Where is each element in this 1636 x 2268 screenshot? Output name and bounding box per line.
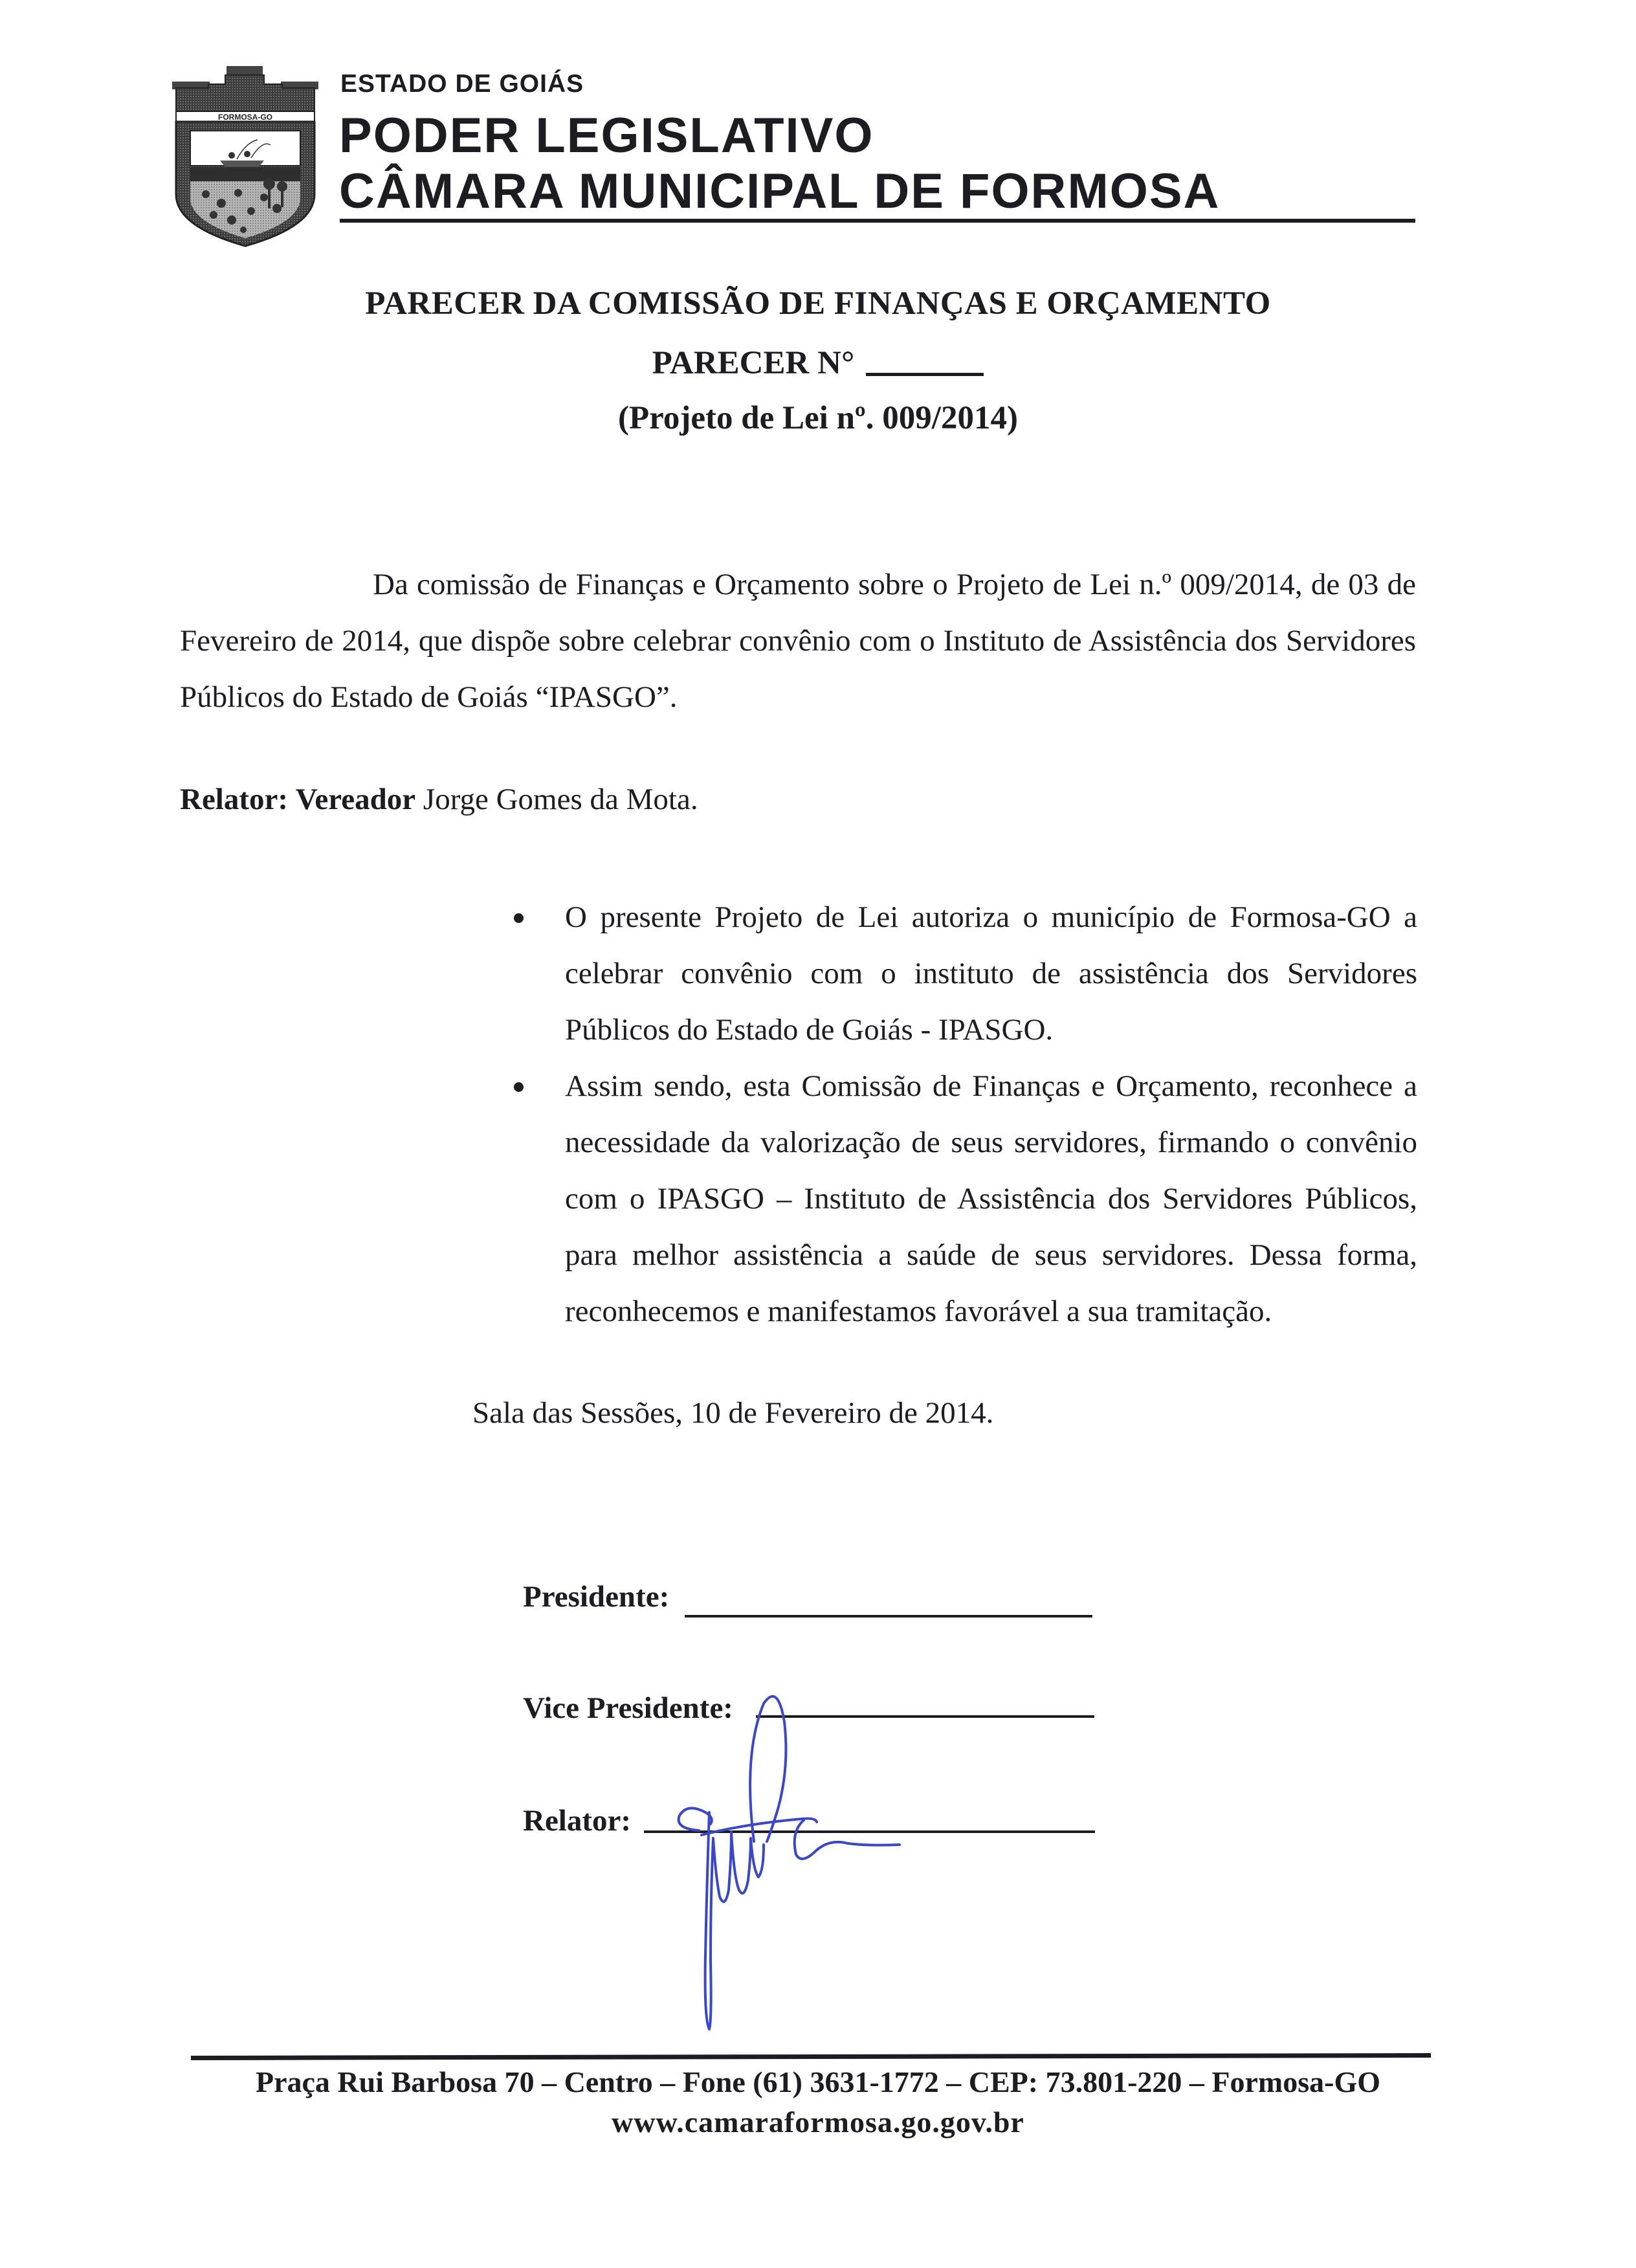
relator-line [180, 782, 698, 817]
bullet-list [511, 889, 1417, 1340]
bullet-icon [514, 913, 524, 923]
footer-divider [191, 2053, 1431, 2060]
vice-presidente-label: Vice Presidente: [523, 1691, 733, 1725]
list-item-text: O presente Projeto de Lei autoriza o município de Formosa-GO a celebrar convênio com o instituto de assistência dos Servidores Públicos do Estado de Goiás - IPASGO. [565, 900, 1417, 1047]
header-divider [340, 219, 1415, 223]
document-title: PARECER DA COMISSÃO DE FINANÇAS E ORÇAMENTO [365, 285, 1271, 322]
coat-of-arms-logo [167, 65, 322, 247]
list-item-text: Assim sendo, esta Comissão de Finanças e Orçamento, reconhece a necessidade da valorização de seus servidores, firmando o convênio com o IPASGO – Instituto de Assistência dos Servidores Públicos, para melhor assistência a saúde de seus servidores. Dessa forma, reconhecemos e manifestamos favorável a sua tramitação. [565, 1069, 1417, 1328]
crest-label: FORMOSA-GO [218, 113, 272, 122]
footer-website-link[interactable]: www.camaraformosa.go.gov.br [612, 2106, 1024, 2139]
parecer-number-blank [866, 373, 984, 376]
projeto-reference: (Projeto de Lei nº. 009/2014) [618, 400, 1018, 436]
session-date: Sala das Sessões, 10 de Fevereiro de 2014. [472, 1396, 994, 1430]
bullet-icon [514, 1082, 524, 1092]
presidente-signature-line [685, 1615, 1092, 1618]
footer-address: Praça Rui Barbosa 70 – Centro – Fone (61) 3631-1772 – CEP: 73.801-220 – Formosa-GO [255, 2065, 1381, 2098]
list-item [511, 1058, 1417, 1340]
relator-signature-label: Relator: [523, 1804, 632, 1838]
header-state: ESTADO DE GOIÁS [340, 70, 584, 98]
parecer-number-label: PARECER N° [652, 345, 855, 381]
relator-label: Relator: [180, 783, 289, 816]
header-chamber: CÂMARA MUNICIPAL DE FORMOSA [339, 164, 1221, 219]
presidente-label: Presidente: [523, 1580, 670, 1614]
parecer-number [0, 344, 1636, 382]
list-item [511, 889, 1417, 1058]
header-branch: PODER LEGISLATIVO [339, 108, 874, 163]
relator-name: Jorge Gomes da Mota. [423, 783, 698, 816]
relator-title: Vereador [295, 783, 416, 816]
handwritten-signature [634, 1683, 919, 2032]
intro-paragraph: Da comissão de Finanças e Orçamento sobre o Projeto de Lei n.º 009/2014, de 03 de Fevereiro de 2014, que dispõe sobre celebrar convênio com o Instituto de Assistência dos Servidores Públicos do Estado de Goiás “IPASGO”. [180, 568, 1416, 714]
